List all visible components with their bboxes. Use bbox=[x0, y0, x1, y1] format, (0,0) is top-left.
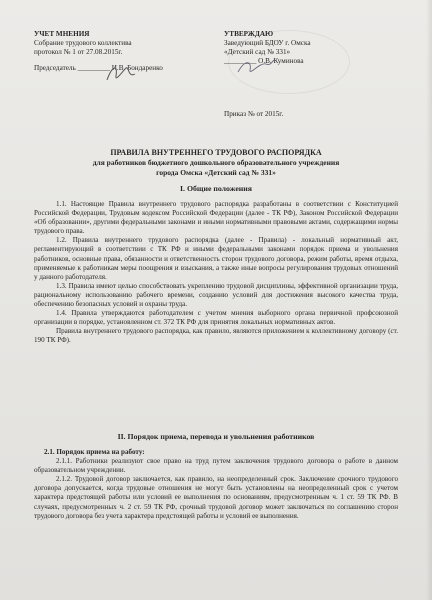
section1-body bbox=[34, 200, 398, 346]
title-sub1: для работников бюджетного дошкольного образовательного учреждения bbox=[92, 158, 340, 167]
signature-left bbox=[104, 62, 138, 86]
section1-paragraph-1: 1.1. Настоящие Правила внутреннего трудового распорядка разработаны в соответствии с Конституцией Российской Федерации, Трудовым кодексом Российской Федерации (далее - ТК РФ), Законом Российской Федерации «Об образовании», другими федеральными законами и иными нормативными правовыми актами, содержащими нормы трудового права. bbox=[34, 200, 398, 236]
approval-block-left bbox=[34, 30, 163, 73]
signature-right bbox=[236, 56, 276, 78]
section1-paragraph-5: Правила внутреннего трудового распорядка, как правило, являются приложением к коллективному договору (ст. 190 ТК РФ). bbox=[34, 327, 398, 345]
section2-subheading: 2.1. Порядок приема на работу: bbox=[44, 448, 145, 456]
title-main: ПРАВИЛА ВНУТРЕННЕГО ТРУДОВОГО РАСПОРЯДКА bbox=[110, 148, 322, 157]
header-right-line3: _________ О.В. Куминова bbox=[224, 57, 304, 65]
section2-paragraph-2: 2.1.2. Трудовой договор заключается, как правило, на неопределенный срок. Заключение срочного трудового договора допускается, когда трудовые отношения не могут быть установлены на неопределенный срок с учетом характера предстоящей работы или условий ее выполнения по основаниям, предусмотренным ч. 1 ст. 59 ТК РФ. В случаях, предусмотренных ч. 2 ст. 59 ТК РФ, срочный трудовой договор может заключаться по соглашению сторон трудового договора без учета характера предстоящей работы и условий ее выполнения. bbox=[34, 475, 398, 520]
section1-paragraph-3: 1.3. Правила имеют целью способствовать укреплению трудовой дисциплины, эффективной организации труда, рациональному использованию рабочего времени, созданию условий для достижения высокого качества труда, обеспечению безопасных условий и охраны труда. bbox=[34, 281, 398, 309]
section1-heading: I. Общие положения bbox=[180, 184, 252, 193]
section2-body bbox=[34, 448, 398, 521]
header-left-line2: протокол № 1 от 27.08.2015г. bbox=[34, 48, 123, 56]
section1-paragraph-4: 1.4. Правила утверждаются работодателем с учетом мнения выборного органа первичной профсоюзной организации в порядке, установленном ст. 372 ТК РФ для принятия локальных нормативных актов. bbox=[34, 309, 398, 327]
header-right-line2: «Детский сад № 331» bbox=[224, 48, 291, 56]
header-right-title: УТВЕРЖДАЮ bbox=[224, 30, 274, 38]
section2-heading: II. Порядок приема, перевода и увольнения работников bbox=[117, 432, 315, 441]
order-reference: Приказ № от 2015г. bbox=[224, 110, 284, 118]
header-left-line3: Председатель _________ И.В. Бондаренко bbox=[34, 64, 163, 72]
section2-paragraph-1: 2.1.1. Работники реализуют свое право на труд путем заключения трудового договора о работе в данном образовательном учреждении. bbox=[34, 457, 398, 475]
title-sub2: города Омска «Детский сад № 331» bbox=[156, 167, 276, 177]
header-right-line1: Заведующий БДОУ г. Омска bbox=[224, 39, 311, 47]
section1-paragraph-2: 1.2. Правила внутреннего трудового распорядка (далее - Правила) - локальный нормативный акт, регламентирующий в соответствии с ТК РФ и иными федеральными законами порядок приема и увольнения работников, основные права, обязанности и ответственность сторон трудового договора, режим работы, время отдыха, применяемые к работникам меры поощрения и взыскания, а также иные вопросы регулирования трудовых отношений у данного работодателя. bbox=[34, 236, 398, 281]
document-title bbox=[40, 148, 392, 177]
header-left-line1: Собрание трудового коллектива bbox=[34, 39, 132, 47]
header-left-title: УЧЕТ МНЕНИЯ bbox=[34, 30, 90, 38]
page-edge-shadow bbox=[426, 0, 432, 600]
